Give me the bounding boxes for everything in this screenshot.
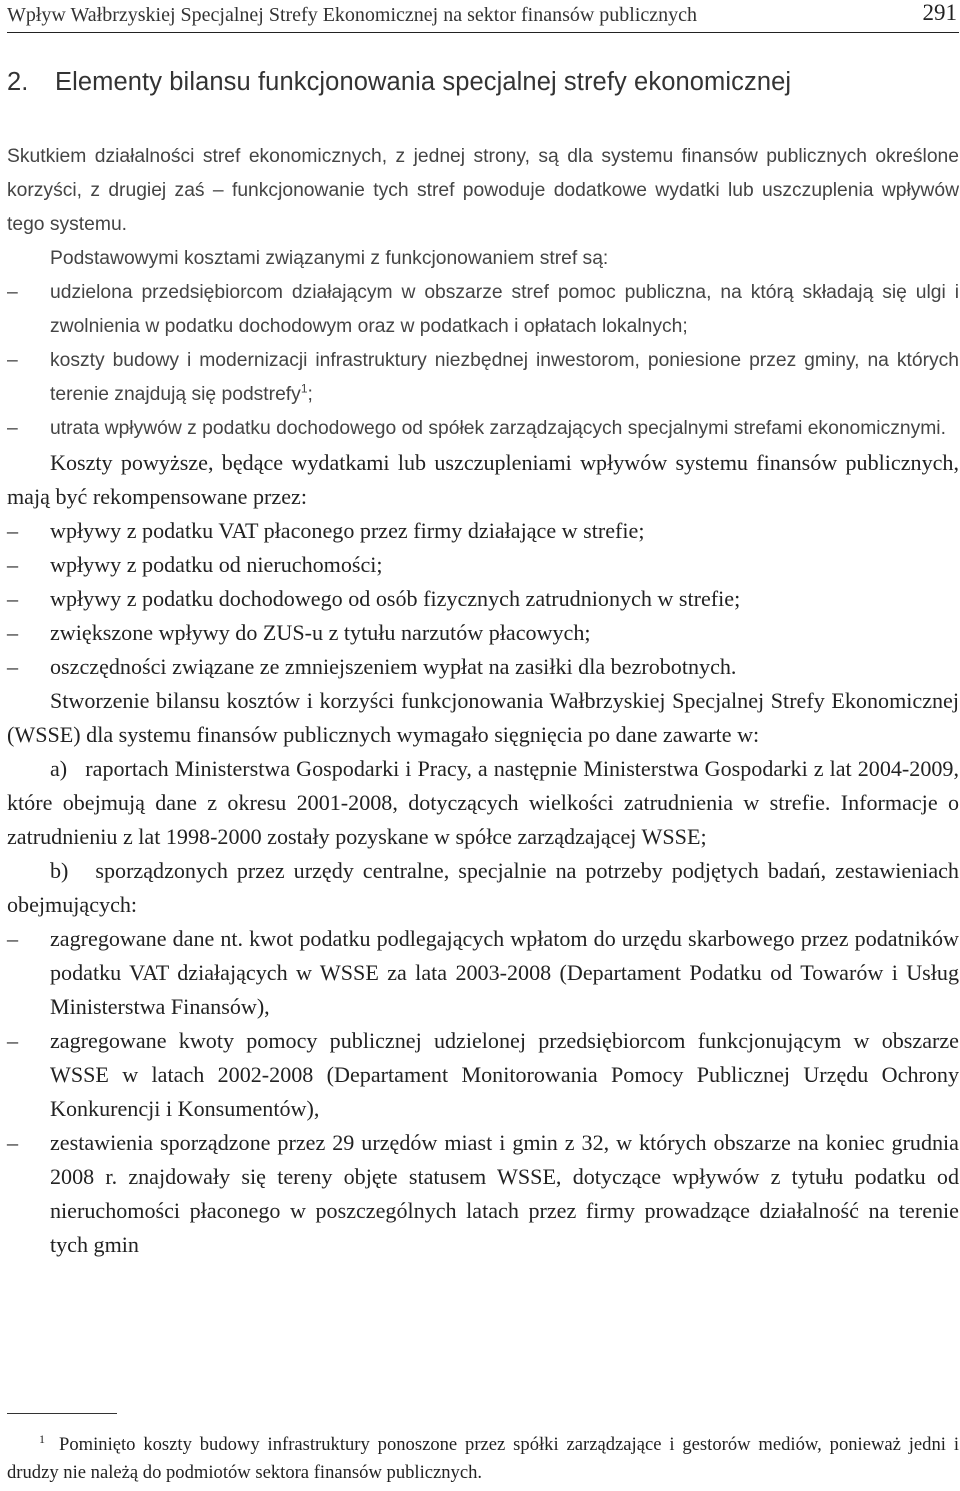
list-item-text: wpływy z podatku dochodowego od osób fizycznych zatrudnionych w strefie; <box>50 586 741 611</box>
dash-marker: – <box>7 418 18 439</box>
paragraph: Skutkiem działalności stref ekonomicznych, z jednej strony, są dla systemu finansów publicznych określone korzyści, z drugiej zaś – funkcjonowanie tych stref powoduje dodatkowe wydatki lub uszczuplenia wpływów tego systemu. <box>7 146 959 235</box>
section-title: Elementy bilansu funkcjonowania specjalnej strefy ekonomicznej <box>55 68 792 96</box>
list-item <box>7 548 959 582</box>
benefits-list <box>7 514 959 684</box>
list-item <box>7 922 959 1024</box>
item-text: sporządzonych przez urzędy centralne, specjalnie na potrzeby podjętych badań, zestawieniach obejmujących: <box>7 858 959 917</box>
body-text <box>7 140 959 1262</box>
list-item <box>7 1024 959 1126</box>
dash-marker: – <box>7 518 19 543</box>
list-item-punct: ; <box>307 384 313 405</box>
dash-marker: – <box>7 282 18 303</box>
list-item <box>7 514 959 548</box>
page-number: 291 <box>922 0 957 25</box>
item-text: raportach Ministerstwa Gospodarki i Pracy, a następnie Ministerstwa Gospodarki z lat 2004-2009, które obejmują dane z okresu 2001-2008, dotyczących wielkości zatrudnienia w strefie. Informacje o zatrudnieniu z lat 1998-2000 zostały pozyskane w spółce zarządzającej WSSE; <box>7 756 959 849</box>
enumerated-item-b <box>7 854 959 922</box>
running-header <box>7 0 959 33</box>
header-title: Wpływ Wałbrzyskiej Specjalnej Strefy Ekonomicznej na sektor finansów publicznych <box>7 4 698 26</box>
paragraph: Koszty powyższe, będące wydatkami lub uszczupleniami wpływów systemu finansów publicznych, mają być rekompensowane przez: <box>7 450 959 509</box>
paragraph: Stworzenie bilansu kosztów i korzyści funkcjonowania Wałbrzyskiej Specjalnej Strefy Ekonomicznej (WSSE) dla systemu finansów publicznych wymagało sięgnięcia po dane zawarte w: <box>7 688 959 747</box>
list-item <box>7 616 959 650</box>
list-item-text: wpływy z podatku od nieruchomości; <box>50 552 383 577</box>
costs-list <box>7 276 959 446</box>
dash-marker: – <box>7 926 19 951</box>
list-item <box>7 650 959 684</box>
list-item-text: zagregowane kwoty pomocy publicznej udzielonej przedsiębiorcom funkcjonującym w obszarze WSSE w latach 2002-2008 (Departament Monitorowania Pomocy Publicznej Urzędu Ochrony Konkurencji i Konsumentów), <box>50 1028 959 1121</box>
list-item-text: udzielona przedsiębiorcom działającym w obszarze stref pomoc publiczna, na którą składają się ulgi i zwolnienia w podatku dochodowym oraz w podatkach i opłatach lokalnych; <box>50 282 959 337</box>
list-item-text: zwiększone wpływy do ZUS-u z tytułu narzutów płacowych; <box>50 620 591 645</box>
dash-marker: – <box>7 586 19 611</box>
dash-marker: – <box>7 654 19 679</box>
item-label: b) <box>50 858 69 883</box>
sources-list <box>7 922 959 1262</box>
dash-marker: – <box>7 552 19 577</box>
footnote-text: Pominięto koszty budowy infrastruktury ponoszone przez spółki zarządzające i gestorów mediów, ponieważ jedni i drudzy nie należą do podmiotów sektora finansów publicznych. <box>7 1434 959 1483</box>
footnote <box>7 1431 959 1487</box>
dash-marker: – <box>7 1130 19 1155</box>
sans-block <box>7 140 959 446</box>
enumerated-item-a <box>7 752 959 854</box>
footnote-divider <box>7 1413 117 1414</box>
list-item <box>7 1126 959 1262</box>
item-label: a) <box>50 756 68 781</box>
footnote-mark: 1 <box>39 1431 45 1446</box>
list-item-text: koszty budowy i modernizacji infrastruktury niezbędnej inwestorom, poniesione przez gminy, na których terenie znajdują się podstrefy <box>50 350 959 405</box>
serif-block <box>7 446 959 1262</box>
list-item <box>7 344 959 412</box>
list-item-text: oszczędności związane ze zmniejszeniem wypłat na zasiłki dla bezrobotnych. <box>50 654 737 679</box>
dash-marker: – <box>7 350 18 371</box>
dash-marker: – <box>7 620 19 645</box>
list-item <box>7 582 959 616</box>
section-number: 2. <box>7 68 29 96</box>
list-item <box>7 412 959 446</box>
list-item-text: zestawienia sporządzone przez 29 urzędów miast i gmin z 32, w których obszarze na koniec grudnia 2008 r. znajdowały się tereny objęte statusem WSSE, dotyczące wpływów z tytułu podatku od nieruchomości płaconego w poszczególnych latach przez firmy prowadzące działalność na terenie tych gmin <box>50 1130 959 1257</box>
list-item-text: wpływy z podatku VAT płaconego przez firmy działające w strefie; <box>50 518 645 543</box>
list-item <box>7 276 959 344</box>
list-item-text: zagregowane dane nt. kwot podatku podlegających wpłatom do urzędu skarbowego przez podatników podatku VAT działających w WSSE za lata 2003-2008 (Departament Podatku od Towarów i Usług Ministerstwa Finansów), <box>50 926 959 1019</box>
dash-marker: – <box>7 1028 19 1053</box>
footnote-reference[interactable]: 1 <box>300 381 308 396</box>
list-item-text: utrata wpływów z podatku dochodowego od spółek zarządzających specjalnymi strefami ekonomicznymi. <box>50 418 946 439</box>
section-heading <box>7 68 791 97</box>
paragraph: Podstawowymi kosztami związanymi z funkcjonowaniem stref są: <box>50 248 609 269</box>
